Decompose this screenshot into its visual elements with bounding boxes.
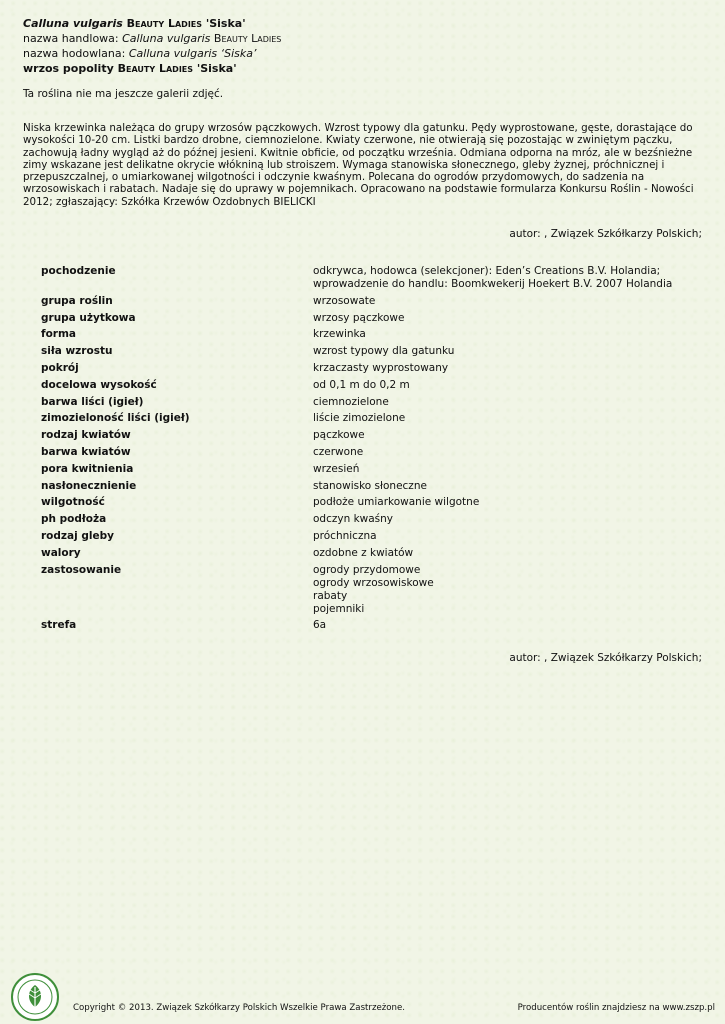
- property-value-line: od 0,1 m do 0,2 m: [313, 378, 410, 391]
- author-line-bottom: autor: , Związek Szkółkarzy Polskich;: [509, 652, 702, 664]
- property-value: [313, 429, 365, 442]
- property-key: walory: [41, 546, 81, 559]
- property-row: [41, 265, 681, 291]
- property-key: strefa: [41, 619, 77, 632]
- property-value: [313, 446, 363, 459]
- property-value-line: podłoże umiarkowanie wilgotne: [313, 496, 480, 509]
- property-key: nasłonecznienie: [41, 479, 137, 492]
- property-value: [313, 513, 393, 526]
- property-key: pora kwitnienia: [41, 462, 134, 475]
- property-key: ph podłoża: [41, 513, 107, 526]
- property-row: [41, 362, 681, 375]
- property-value-line: pączkowe: [313, 429, 365, 442]
- property-value: [313, 328, 366, 341]
- property-key: barwa kwiatów: [41, 445, 131, 458]
- breeding-name-line: [23, 46, 281, 61]
- cultivar-caps: Beauty Ladies: [126, 17, 203, 30]
- property-row: [41, 530, 681, 543]
- property-value: [313, 362, 448, 375]
- plant-title: [23, 16, 281, 31]
- property-value-line: wrzesień: [313, 462, 360, 475]
- property-row: [41, 446, 681, 459]
- property-row: [41, 463, 681, 476]
- plant-description: Niska krzewinka należąca do grupy wrzosów pączkowych. Wzrost typowy dla gatunku. Pędy wyprostowane, gęste, dorastające do wysokości 10-20 cm. Listki bardzo drobne, ciemnozielone. Kwiaty czerwone, nie otwierają się pozostając w zwiniętym pączku, zachowują ładny wygląd aż do późnej jesieni. Kwitnie obficie, od początku września. Odmiana odporna na mróz, ale w bezśnieżne zimy wskazane jest delikatne okrycie włókniną lub stroiszem. Wymaga stanowiska słonecznego, gleby żyznej, próchnicznej i przepuszczalnej, o umiarkowanej wilgotności i odczynie kwaśnym. Polecana do ogrodów przydomowych, do sadzenia na wrzosowiskach i rabatach. Nadaje się do uprawy w pojemnikach. Opracowano na podstawie formularza Konkursu Roślin - Nowości 2012; zgłaszający: Szkółka Krzewów Ozdobnych BIELICKI: [23, 122, 694, 208]
- property-key: grupa roślin: [41, 294, 113, 307]
- property-row: [41, 513, 681, 526]
- properties-table: [41, 265, 681, 636]
- trade-name-latin: Calluna vulgaris: [122, 32, 211, 45]
- property-row: [41, 429, 681, 442]
- property-value-line: 6a: [313, 619, 327, 632]
- no-gallery-note: Ta roślina nie ma jeszcze galerii zdjęć.: [23, 88, 224, 100]
- property-value-line: rabaty: [313, 589, 348, 602]
- property-value-line: stanowisko słoneczne: [313, 479, 427, 492]
- author-line: autor: , Związek Szkółkarzy Polskich;: [509, 228, 702, 240]
- property-value-line: krzaczasty wyprostowany: [313, 361, 449, 374]
- property-row: [41, 345, 681, 358]
- property-key: siła wzrostu: [41, 345, 113, 358]
- property-value-line: czerwone: [313, 445, 364, 458]
- zszp-logo: [11, 973, 59, 1021]
- trade-name-label: nazwa handlowa:: [23, 32, 119, 45]
- property-value-line: ozdobne z kwiatów: [313, 546, 414, 559]
- property-key: barwa liści (igieł): [41, 395, 144, 408]
- property-value: [313, 379, 410, 392]
- producers-link-text[interactable]: Producentów roślin znajdziesz na www.zszp.pl: [517, 1003, 715, 1013]
- polish-caps: Beauty Ladies: [117, 62, 194, 75]
- property-value: [313, 295, 375, 308]
- property-value-line: krzewinka: [313, 328, 366, 341]
- property-row: [41, 496, 681, 509]
- property-key: zimozieloność liści (igieł): [41, 412, 190, 425]
- property-value: [313, 412, 405, 425]
- property-value-line: wzrost typowy dla gatunku: [313, 345, 455, 358]
- latin-name: Calluna vulgaris: [23, 17, 123, 30]
- property-row: [41, 619, 681, 632]
- property-value: [313, 345, 454, 358]
- property-key: rodzaj gleby: [41, 529, 114, 542]
- property-row: [41, 379, 681, 392]
- trade-name-caps: Beauty Ladies: [213, 32, 282, 45]
- property-value-line: ogrody przydomowe: [313, 563, 421, 576]
- property-value-line: odczyn kwaśny: [313, 513, 394, 526]
- property-value: [313, 480, 427, 493]
- property-value-line: odkrywca, hodowca (selekcjoner): Eden’s Creations B.V. Holandia;: [313, 265, 661, 277]
- property-value: [313, 265, 672, 291]
- property-key: wilgotność: [41, 496, 105, 509]
- property-value: [313, 619, 326, 632]
- property-row: [41, 396, 681, 409]
- property-value: [313, 396, 389, 409]
- property-value-line: pojemniki: [313, 602, 365, 615]
- plant-header: [23, 16, 281, 76]
- polish-name-line: [23, 61, 281, 76]
- property-key: docelowa wysokość: [41, 378, 157, 391]
- property-value-line: liście zimozielone: [313, 412, 406, 425]
- property-key: zastosowanie: [41, 563, 122, 576]
- property-key: pokrój: [41, 361, 79, 374]
- property-value: [313, 496, 479, 509]
- property-row: [41, 412, 681, 425]
- property-value-line: wrzosy pączkowe: [313, 311, 405, 324]
- property-value-line: ogrody wrzosowiskowe: [313, 576, 434, 589]
- property-value: [313, 530, 377, 543]
- property-value-line: wrzosowate: [313, 294, 376, 307]
- property-key: forma: [41, 328, 76, 341]
- property-key: pochodzenie: [41, 265, 116, 277]
- property-key: rodzaj kwiatów: [41, 429, 131, 442]
- property-row: [41, 564, 681, 616]
- copyright-text: Copyright © 2013. Związek Szkółkarzy Polskich Wszelkie Prawa Zastrzeżone.: [73, 1003, 405, 1013]
- property-row: [41, 295, 681, 308]
- property-key: grupa użytkowa: [41, 311, 136, 324]
- property-value-line: próchniczna: [313, 529, 377, 542]
- cultivar-quoted: 'Siska': [205, 17, 246, 30]
- property-value: [313, 547, 413, 560]
- property-value-line: ciemnozielone: [313, 395, 389, 408]
- polish-name: wrzos popolity: [23, 62, 114, 75]
- property-value-line: wprowadzenie do handlu: Boomkwekerij Hoekert B.V. 2007 Holandia: [313, 278, 673, 290]
- polish-quoted: 'Siska': [196, 62, 237, 75]
- breeding-name-label: nazwa hodowlana:: [23, 47, 126, 60]
- property-row: [41, 328, 681, 341]
- trade-name-line: [23, 31, 281, 46]
- property-value: [313, 564, 434, 616]
- property-row: [41, 312, 681, 325]
- breeding-name: Calluna vulgaris ‘Siska’: [128, 47, 257, 60]
- property-value: [313, 463, 359, 476]
- property-row: [41, 480, 681, 493]
- property-value: [313, 312, 404, 325]
- property-row: [41, 547, 681, 560]
